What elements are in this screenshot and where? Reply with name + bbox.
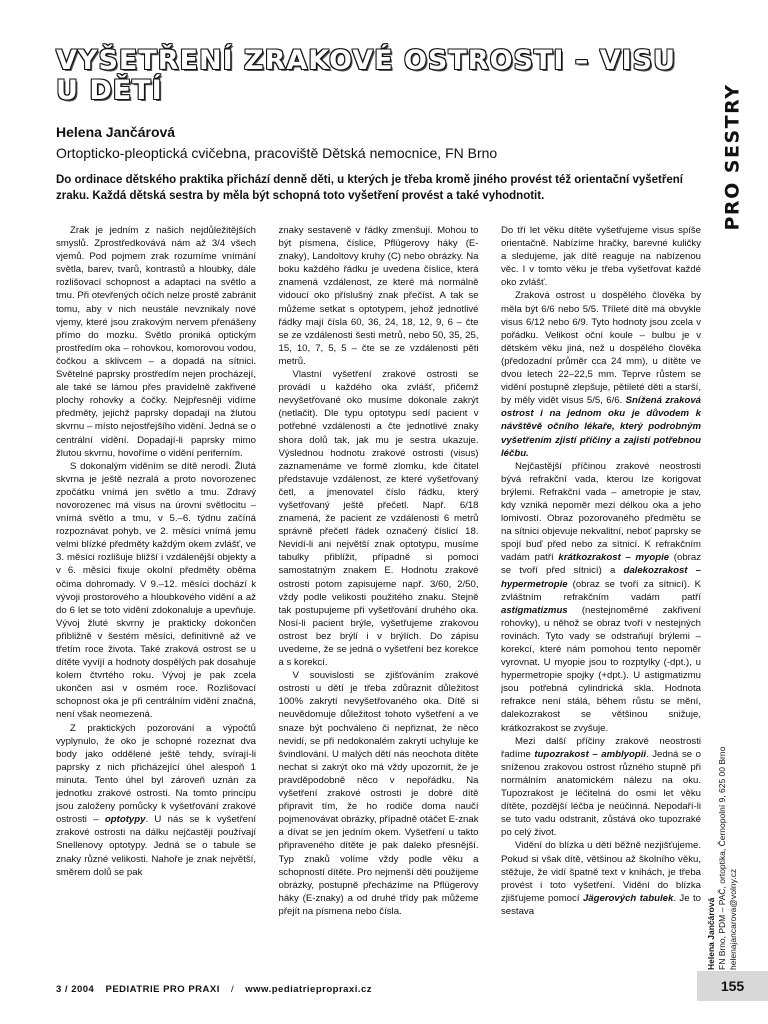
page-footer [56, 984, 372, 995]
text-run: (obraz se tvoří před sítnicí) a [501, 552, 701, 577]
author-contact [706, 720, 756, 970]
paragraph [501, 735, 701, 840]
issue-number: 3 / 2004 [56, 984, 95, 995]
text-run: Mezi další příčiny zrakové neostrosti řadíme [501, 735, 701, 760]
title-line-1: VYŠETŘENÍ ZRAKOVÉ OSTROSTI – VISU [56, 45, 677, 76]
journal-name: PEDIATRIE PRO PRAXI [105, 984, 220, 995]
page-number: 155 [720, 978, 745, 994]
text-run: (nestejnoměrné zakřivení rohovky), u něhož se obraz tvoří v nestejných rovinách. Tyto vady se odstraňují brýlemi – korekcí, které nám pomohou tento nepoměr vyrovnat. U myopie jsou to rozptylky (-dpt.), u hypermetropie spojky (+dpt.). U astigmatizmu jsou potřebná cylindrická skla. Hodnota refrakce není stálá, během růstu se mění, dalekozrakost se většinou snižuje, krátkozrakost se zvyšuje. [501, 604, 701, 734]
emphasis-sentence: Snížená zraková ostrost i na jednom oku je důvodem k návštěvě očního lékaře, který podrobným vyšetřením zjistí příčiny a zajistí potřebnou léčbu. [501, 395, 701, 459]
paragraph [501, 289, 701, 459]
emphasis-term: dalekozrakost – hypermetropie [501, 565, 701, 590]
paragraph: znaky sestaveně v řádky zmenšují. Mohou to být písmena, číslice, Pflügerovy háky (E-znaky), Landoltovy kruhy (C) nebo obrázky. Na boku každého řádku je uvedena číslice, která znamená vzdálenost, ze které má normálně vidoucí oko příslušný znak přečíst. A tak se můžeme setkat s optotypem, jehož jednotlivé řádky mají čísla 60, 36, 24, 18, 12, 9, 6 – čte se ze vzdálenosti šesti metrů, nebo 50, 35, 25, 15, 10, 7, 5, 5 – čte se ze vzdálenosti pěti metrů. [278, 225, 479, 367]
text-run: . Jedná se o sníženou zrakovou ostrost různého stupně při normálním anatomickém nálezu na oku. Tupozrakost je léčitelná do osmi let věku dítěte, pozdější léčba je neúčinná. Nepodaří-li se tuto vadu odstranit, zůstává oko tupozraké po celý život. [501, 748, 701, 839]
text-run: (obraz se tvoří za sítnicí). K zvláštním refrakčním vadám patří [501, 578, 701, 603]
paragraph [501, 460, 701, 735]
emphasis-term: astigmatizmus [501, 604, 568, 616]
paragraph [56, 722, 256, 879]
article-body [56, 224, 701, 950]
section-label [708, 84, 756, 229]
footer-separator: / [231, 984, 235, 995]
text-run: Zraková ostrost u dospělého člověka by měla být 6/6 nebo 5/5. Tříleté dítě má obvykle visus 6/12 nebo 6/9. Tyto hodnoty jsou zcela v pořádku. Velikost oční koule – bulbu je v dětském věku jiná, než u dospělého člověka (předozadní průměr cca 24 mm), u dítěte ve dvou letech 22–22,5 mm. Teprve růstem se vidění postupně zlepšuje, pětileté děti a starší, by měly vidět visus 5/5, 6/6. [501, 290, 701, 407]
paragraph: V souvislosti se zjišťováním zrakové ostrosti u dětí je třeba zdůraznit důležitost 100% zakrytí nevyšetřovaného oka. Dítě si neuvědomuje důležitost tohoto vyšetření a ve snaze být pochváleno či nepřiznat, že něco nevidí, se při nedokonalém zakrytí uchyluje ke švindlování. U malých dětí nás neochota dítěte nechat si zakrýt oko má vždy upozornit, že je pravděpodobně něco v nepořádku. Na vyšetření zrakové ostrosti je dobré dítě připravit tím, že ho rodiče doma naučí pojmenovávat obrázky, případně otáčet E-znak a dívat se jen jedním okem. Vyšetření u takto připraveného dítěte je pak daleko přesnější. Typ znaků volíme vždy podle věku a schopností dítěte. Pro nejmenší děti použijeme obrázky, postupně přecházíme na Pflügerovy háky (E-znaky) a od druhé třídy pak můžeme přejít na písmena nebo čísla. [278, 670, 479, 917]
emphasis-term: tupozrakost – amblyopii [534, 748, 647, 760]
paragraph: Zrak je jedním z našich nejdůležitějších smyslů. Zprostředkovává nám až 3/4 všech vjemů. Pod pojmem zrak rozumíme vnímání světla, barev, tvarů, kontrastů a hloubky, dále rozlišovací schopnost a adaptaci na světlo a tmu. Při otevřených očích nelze prostě zabránit tomu, aby v nich neustále nevznikaly nové vjemy, které jsou zrakovým nervem přenášeny přímo do mozku. Světlo proniká optickým prostředím oka – rohovkou, komorovou vodou, čočkou a sklivcem – a dopadá na sítnici. Světelné paprsky prostředím nejen procházejí, ale také se lámou přes pravidelně zakřivené plochy rohovky a čočky. Nejpřesněji vidíme předměty, jejichž paprsky dopadají na žlutou skvrnu – místo nejostřejšího vidění. Jedná se o centrální vidění. Dopadají-li paprsky mimo žlutou skvrnu, hovoříme o vidění periferním. [56, 225, 256, 459]
paragraph: S dokonalým viděním se dítě nerodí. Žlutá skvrna je ještě nezralá a proto novorozenec zpočátku vnímá jen světlo a tmu. Zdravý novorozenec má visus na úrovni světlocitu – vnímá světlo a tmu, v 5.–6. týdnu začíná rozpoznávat pohyb, ve 2. měsíci vnímá jemu velmi blízké předměty každým okem zvlášť, ve 3. měsíci rozlišuje bližší i vzdálenější objekty a v 6. měsíci fixuje okolní předměty oběma očima dohromady. V 9.–12. měsíci dochází k vývoji prostorového a hloubkového vidění a až do 6 let se toto vidění zdokonaluje a upevňuje. Vývoj žluté skvrny je prakticky dokončen přibližně v šestém měsíci, definitivně až ve třetím roce života. Také zraková ostrost se u dítěte vyvíjí a hodnoty dospělých pak dosahuje kolem čtvrtého roku. Vývoj je pak zcela ukončen asi v osmém roce. Rozlišovací schopnost oka je při centrálním vidění značná, není však neomezená. [56, 460, 256, 721]
section-label-text: PRO SESTRY [721, 83, 744, 230]
paragraph: Vlastní vyšetření zrakové ostrosti se provádí u každého oka zvlášť, přičemž nevyšetřované oko musíme dokonale zakrýt (netlačit). Dle typu optotypu sedí pacient v potřebné vzdálenosti a čte jednotlivé znaky shora dolů tak, jak mu je sestra ukazuje. Výslednou hodnotu zrakové ostrosti (visus) zaznamenáme ve formě zlomku, kde čitatel představuje vzdálenost, ze které vyšetřovaný četl, a jmenovatel číslo řádku, který vyšetřovaný ještě přečetl. Např. 6/18 znamená, že pacient ze vzdálenosti 6 metrů správně přečetl řádek označený číslicí 18. Nevidí-li ani největší znak optotypu, musíme tabulky přiblížit, případně si pomoci samostatným znakem E. Hodnotu zrakové ostrosti potom zapisujeme např. 3/60, 2/50, vždy podle velikosti použitého znaku. Stejně tak postupujeme při vyšetřování druhého oka. Nosí-li pacient brýle, vyšetřujeme zrakovou ostrost bez brýlí i v brýlích. Do zápisu uvedeme, že se jedná o vyšetření bez korekce a s korekcí. [278, 369, 479, 669]
contact-address: FN Brno, PDM – PAČ, ortoptika, Černopolní 9, 625 00 Brno [717, 746, 727, 970]
author-affiliation: Ortopticko-pleoptická cvičebna, pracoviště Dětská nemocnice, FN Brno [56, 145, 498, 161]
emphasis-term: krátkozrakost – myopie [558, 552, 670, 564]
text-run: . U nás se k vyšetření zrakové ostrosti na dálku nejčastěji používají Snellenovy optotypy. Jedná se o tabule se znaky různé velikosti. Nahoře je znak největší, směrem dolů se pak [56, 814, 256, 878]
column-3 [501, 224, 701, 950]
emphasis-term: optotypy [104, 814, 146, 826]
page-number-box [697, 971, 768, 1001]
title-line-2: U DĚTÍ [56, 75, 163, 106]
column-1 [56, 224, 256, 950]
paragraph: Do tří let věku dítěte vyšetřujeme visus spíše orientačně. Nabízíme hračky, barevné kuličky a sledujeme, jak dítě reaguje na nabízenou věc. I v tomto věku je třeba vyšetřovat každé oko zvlášť. [501, 225, 701, 289]
text-run: Nejčastější příčinou zrakové neostrosti bývá refrakční vada, kterou lze korigovat brýlemi. Refrakční vada – ametropie je stav, kdy vzniká nepoměr mezi délkou oka a jeho lomivostí. Obraz pozorovaného předmětu se na sítnici objevuje nekvalitní, neboť paprsky se spojí buď před nebo za sítnicí. K refrakčním vadám patří [501, 460, 701, 564]
text-run: . Je to sestava [501, 892, 701, 917]
contact-email: helenajancarova@volny.cz [728, 868, 738, 970]
column-2 [279, 224, 479, 950]
article-title [56, 46, 696, 106]
text-run: Z praktických pozorování a výpočtů vyplynulo, že oko je schopné rozeznat dva body jako oddělené ještě tehdy, svírají-li paprsky z nich přicházející úhel alespoň 1 minuta. Tento úhel byl zároveň uznán za jednotku zrakové ostrosti. Na tomto principu jsou založeny pomůcky k vyšetřování zrakové ostrosti – [56, 722, 256, 826]
paragraph [501, 839, 701, 918]
lead-paragraph: Do ordinace dětského praktika přichází denně děti, u kterých je třeba kromě jiného provést též orientační vyšetření zraku. Každá dětská sestra by měla být schopná toto vyšetření provést a také vyhodnotit. [56, 174, 683, 202]
emphasis-term: Jägerových tabulek [582, 892, 674, 904]
text-run: Vidění do blízka u dětí běžně nezjišťujeme. Pokud si však dítě, většinou až školního věku, stěžuje, že vidí špatně text v knihách, je třeba provést i toto vyšetření. Vidění do blízka zjišťujeme pomocí [501, 840, 701, 904]
journal-url[interactable]: www.pediatriepropraxi.cz [245, 984, 373, 995]
author-name: Helena Jančárová [56, 124, 176, 140]
contact-name: Helena Jančárová [706, 897, 716, 970]
